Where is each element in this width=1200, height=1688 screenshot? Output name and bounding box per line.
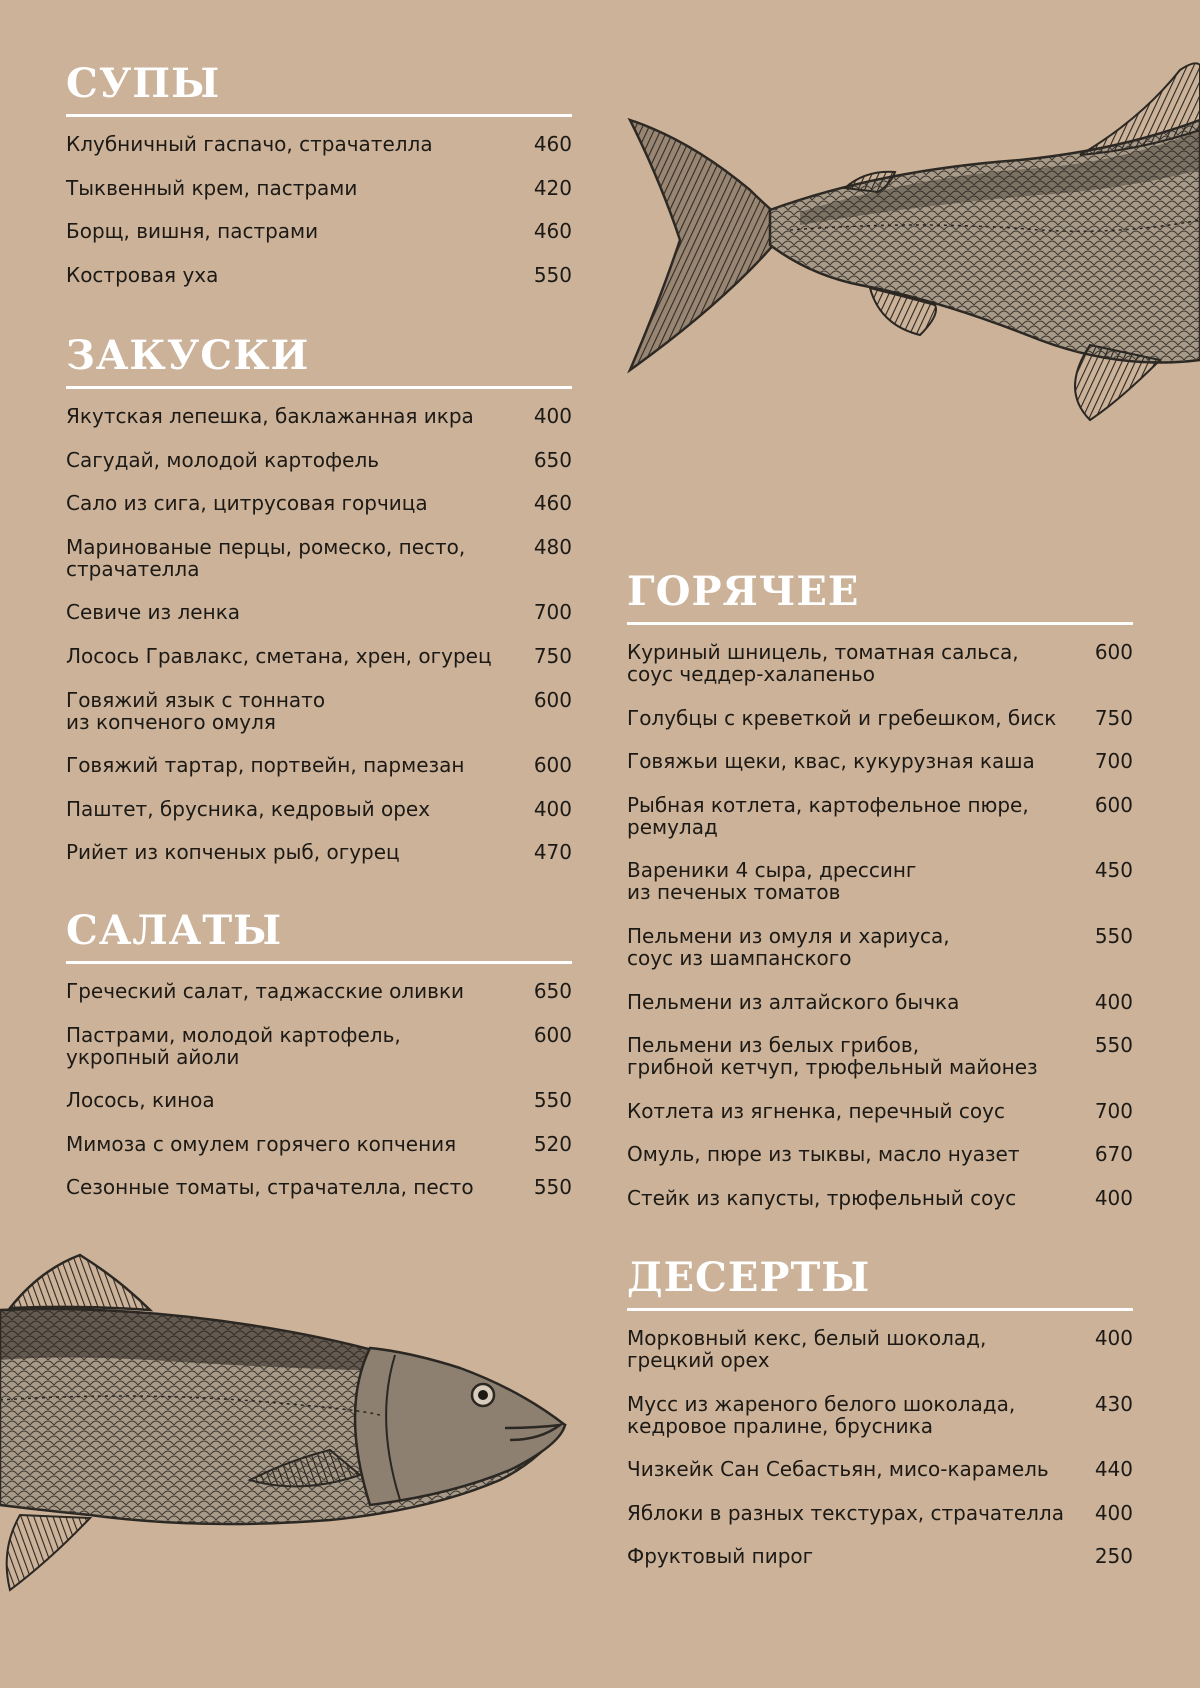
menu-item-name: Чизкейк Сан Себастьян, мисо-карамель <box>627 1457 1049 1482</box>
section-title-appetizers: ЗАКУСКИ <box>66 332 310 379</box>
menu-item <box>627 641 1133 685</box>
menu-item <box>66 177 572 199</box>
menu-item <box>627 794 1133 838</box>
menu-item <box>627 1545 1133 1567</box>
menu-list-desserts <box>627 1327 1133 1567</box>
menu-item-name: Говяжьи щеки, квас, кукурузная каша <box>627 749 1035 774</box>
menu-item <box>66 1089 572 1111</box>
section-title-hot: ГОРЯЧЕЕ <box>627 568 860 615</box>
menu-item-price: 450 <box>1094 858 1133 883</box>
menu-item-name: Севиче из ленка <box>66 600 241 625</box>
menu-item <box>627 859 1133 903</box>
menu-item-price: 400 <box>1094 1500 1133 1525</box>
menu-item <box>66 1176 572 1198</box>
menu-item <box>627 707 1133 729</box>
section-title-soups: СУПЫ <box>66 60 221 107</box>
menu-list-appetizers <box>66 405 572 863</box>
menu-item <box>627 1502 1133 1524</box>
menu-item-price: 400 <box>533 796 572 821</box>
menu-item-price: 600 <box>533 687 572 712</box>
menu-item-price: 480 <box>533 534 572 559</box>
section-title-salads: САЛАТЫ <box>66 907 283 954</box>
menu-item-name: Омуль, пюре из тыквы, масло нуазет <box>627 1142 1020 1167</box>
menu-item-price: 700 <box>1094 1098 1133 1123</box>
menu-item-price: 520 <box>533 1131 572 1156</box>
menu-item-price: 550 <box>1094 923 1133 948</box>
menu-item-price: 650 <box>533 979 572 1003</box>
menu-item-name: Костровая уха <box>66 262 219 287</box>
menu-item <box>627 750 1133 772</box>
menu-item-name: Сало из сига, цитрусовая горчица <box>66 491 428 516</box>
menu-item-price: 600 <box>1094 792 1133 817</box>
menu-item <box>66 536 572 580</box>
menu-item-name: Голубцы с креветкой и гребешком, биск <box>627 705 1057 730</box>
menu-item <box>66 798 572 820</box>
menu-item-name: Пельмени из белых грибов, грибной кетчуп, трюфельный майонез <box>627 1033 1038 1080</box>
menu-item-price: 460 <box>533 219 572 244</box>
menu-item-price: 550 <box>533 1088 572 1113</box>
menu-item-price: 400 <box>1094 1326 1133 1350</box>
section-desserts <box>627 1254 1133 1589</box>
menu-item-price: 400 <box>1094 1185 1133 1210</box>
menu-item-name: Фруктовый пирог <box>627 1544 814 1569</box>
menu-item <box>627 1458 1133 1480</box>
menu-item-name: Пельмени из алтайского бычка <box>627 989 960 1014</box>
menu-item-price: 460 <box>533 132 572 156</box>
menu-item-name: Вареники 4 сыра, дрессинг из печеных томатов <box>627 858 917 905</box>
menu-item <box>627 1187 1133 1209</box>
menu-item-name: Греческий салат, таджасские оливки <box>66 979 465 1003</box>
menu-item-price: 700 <box>1094 749 1133 774</box>
menu-item-name: Пельмени из омуля и хариуса, соус из шампанского <box>627 923 950 970</box>
menu-list-soups <box>66 133 572 286</box>
menu-item <box>627 1143 1133 1165</box>
menu-item-price: 550 <box>1094 1033 1133 1058</box>
menu-list-hot <box>627 641 1133 1209</box>
menu-item <box>66 1024 572 1068</box>
menu-item-name: Лосось, киноа <box>66 1088 215 1113</box>
menu-item-price: 550 <box>533 1175 572 1200</box>
menu-item-price: 470 <box>533 840 572 865</box>
menu-item-name: Котлета из ягненка, перечный соус <box>627 1098 1005 1123</box>
menu-item <box>627 1327 1133 1371</box>
menu-item <box>66 841 572 863</box>
menu-item <box>66 264 572 286</box>
menu-item-name: Лосось Гравлакс, сметана, хрен, огурец <box>66 643 492 668</box>
section-divider <box>66 961 572 964</box>
menu-item-price: 670 <box>1094 1142 1133 1167</box>
menu-item <box>66 1133 572 1155</box>
menu-item-price: 600 <box>533 1022 572 1047</box>
section-salads <box>66 907 572 1220</box>
menu-item <box>627 1034 1133 1078</box>
menu-item-name: Говяжий тартар, портвейн, пармезан <box>66 753 465 778</box>
menu-item <box>66 645 572 667</box>
section-divider <box>627 1308 1133 1311</box>
menu-item-price: 600 <box>1094 640 1133 664</box>
menu-item-price: 460 <box>533 491 572 516</box>
menu-item-price: 700 <box>533 600 572 625</box>
menu-item <box>66 754 572 776</box>
menu-item <box>66 601 572 623</box>
menu-item-name: Куриный шницель, томатная сальса, соус чеддер-халапеньо <box>627 640 1019 686</box>
fish-head-illustration <box>0 1250 580 1620</box>
section-title-desserts: ДЕСЕРТЫ <box>627 1254 871 1301</box>
menu-item-price: 600 <box>533 753 572 778</box>
menu-item-name: Сезонные томаты, страчателла, песто <box>66 1175 474 1200</box>
section-divider <box>627 622 1133 625</box>
menu-item-price: 400 <box>1094 989 1133 1014</box>
menu-item <box>66 449 572 471</box>
menu-item <box>66 980 572 1002</box>
menu-item <box>66 405 572 427</box>
menu-item-name: Тыквенный крем, пастрами <box>66 175 358 200</box>
menu-item-price: 750 <box>1094 705 1133 730</box>
menu-item <box>627 991 1133 1013</box>
menu-item-name: Яблоки в разных текстурах, страчателла <box>627 1500 1064 1525</box>
menu-item-name: Морковный кекс, белый шоколад, грецкий орех <box>627 1326 987 1372</box>
menu-item <box>66 133 572 155</box>
menu-item-name: Пастрами, молодой картофель, укропный айоли <box>66 1022 401 1069</box>
menu-item-name: Якутская лепешка, баклажанная икра <box>66 404 474 428</box>
menu-item-name: Маринованые перцы, ромеско, песто, страчателла <box>66 534 466 581</box>
menu-item-price: 430 <box>1094 1391 1133 1416</box>
menu-item <box>627 1393 1133 1437</box>
section-soups <box>66 60 572 307</box>
menu-item <box>66 492 572 514</box>
menu-item <box>66 220 572 242</box>
menu-item-name: Сагудай, молодой картофель <box>66 447 380 472</box>
menu-item-name: Паштет, брусника, кедровый орех <box>66 796 431 821</box>
fish-tail-illustration <box>620 60 1200 430</box>
section-appetizers <box>66 332 572 885</box>
section-divider <box>66 114 572 117</box>
menu-item-price: 750 <box>533 643 572 668</box>
menu-list-salads <box>66 980 572 1198</box>
menu-item-name: Стейк из капусты, трюфельный соус <box>627 1185 1017 1210</box>
menu-item-price: 420 <box>533 175 572 200</box>
menu-item-name: Клубничный гаспачо, страчателла <box>66 132 433 156</box>
menu-item-price: 550 <box>533 262 572 287</box>
menu-item <box>627 925 1133 969</box>
menu-item-name: Мусс из жареного белого шоколада, кедровое пралине, брусника <box>627 1391 1016 1438</box>
menu-item-name: Рийет из копченых рыб, огурец <box>66 840 400 865</box>
menu-item-name: Говяжий язык с тоннато из копченого омуля <box>66 687 326 734</box>
menu-item-price: 440 <box>1094 1457 1133 1482</box>
menu-item <box>66 689 572 733</box>
menu-item <box>627 1100 1133 1122</box>
menu-item-price: 250 <box>1094 1544 1133 1569</box>
section-hot <box>627 568 1133 1231</box>
menu-item-name: Борщ, вишня, пастрами <box>66 219 319 244</box>
menu-item-name: Мимоза с омулем горячего копчения <box>66 1131 457 1156</box>
section-divider <box>66 386 572 389</box>
menu-item-price: 650 <box>533 447 572 472</box>
menu-item-name: Рыбная котлета, картофельное пюре, ремулад <box>627 792 1029 839</box>
menu-item-price: 400 <box>533 404 572 428</box>
